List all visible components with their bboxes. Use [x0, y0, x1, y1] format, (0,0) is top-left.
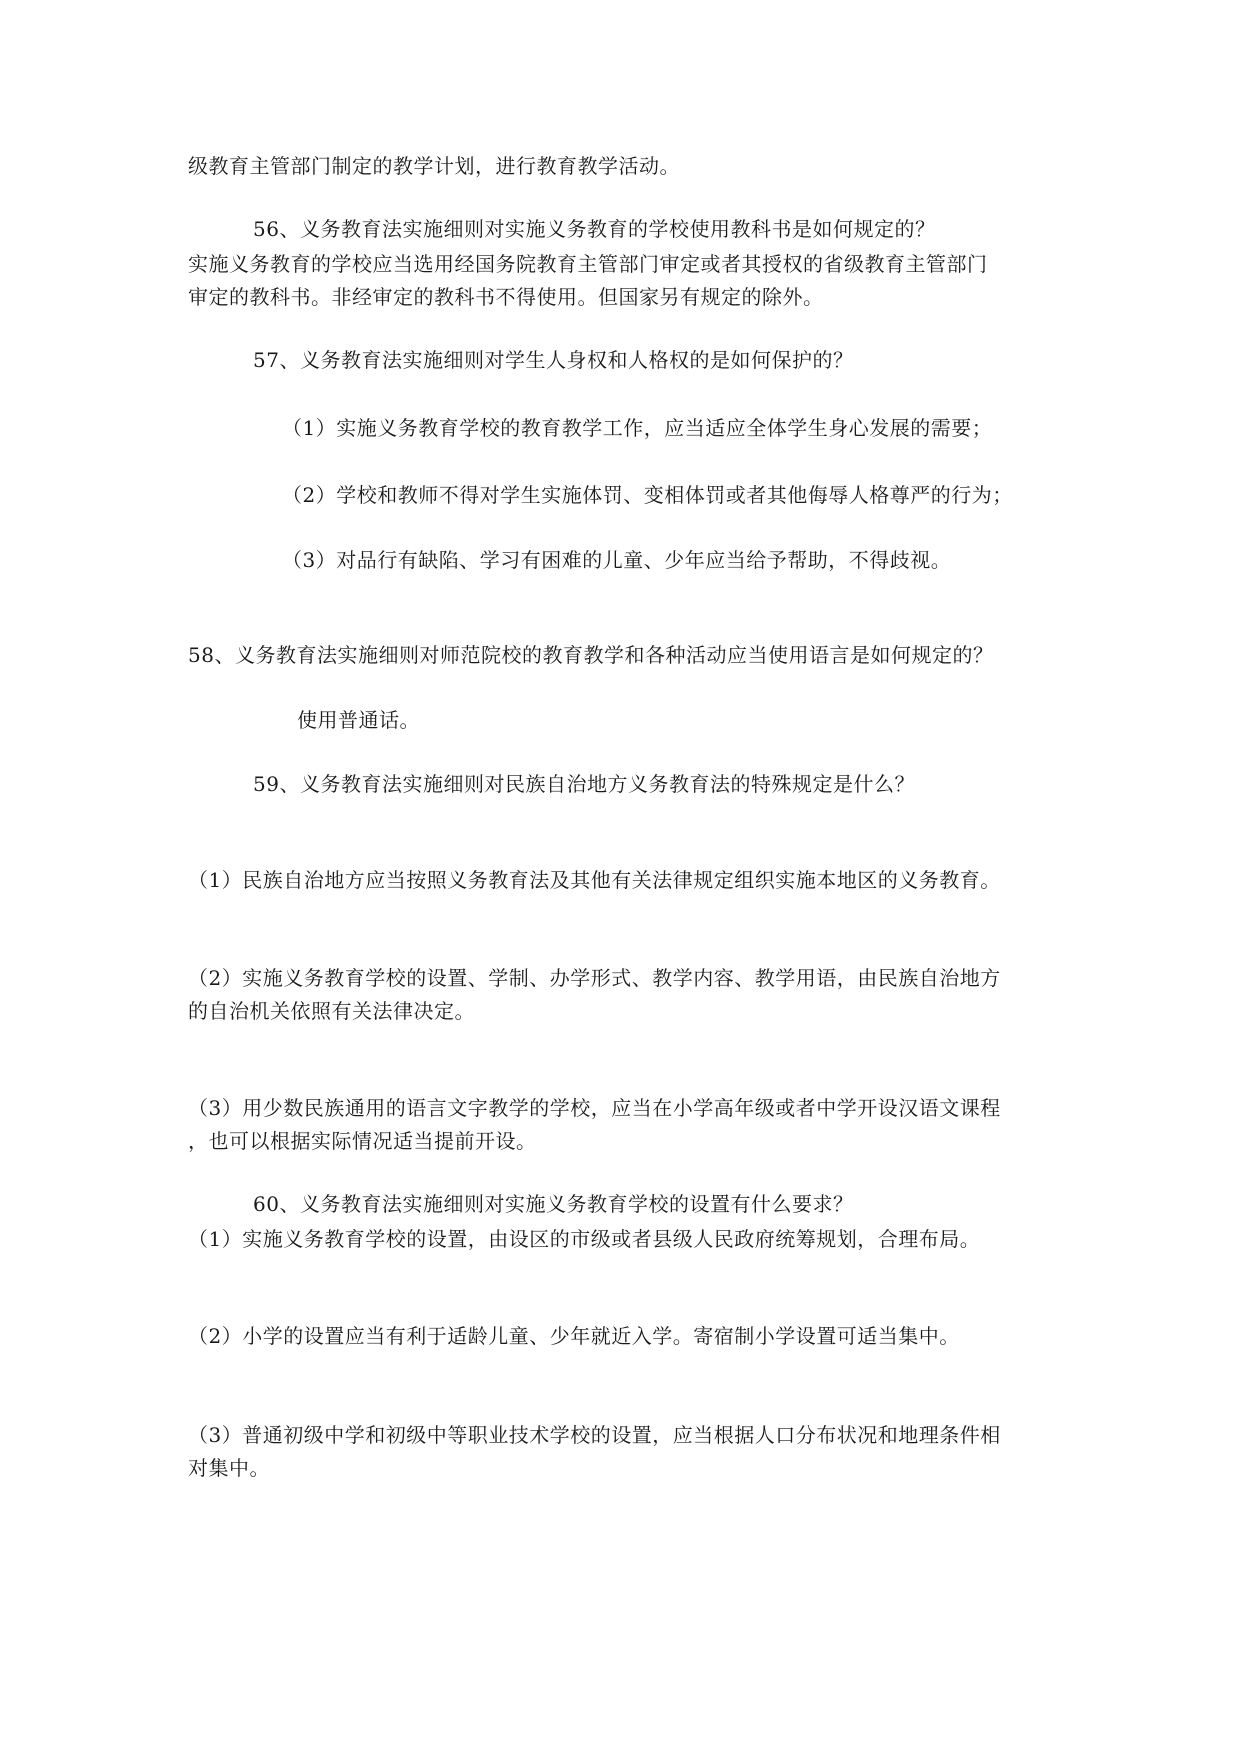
list-item: （2）实施义务教育学校的设置、学制、办学形式、教学内容、教学用语，由民族自治地方 [188, 966, 1001, 990]
list-item: （1）民族自治地方应当按照义务教育法及其他有关法律规定组织实施本地区的义务教育。 [188, 868, 1001, 892]
question-57-heading: 57、义务教育法实施细则对学生人身权和人格权的是如何保护的？ [253, 348, 854, 372]
paragraph-line: ，也可以根据实际情况适当提前开设。 [188, 1129, 537, 1153]
list-item: （3）对品行有缺陷、学习有困难的儿童、少年应当给予帮助，不得歧视。 [282, 548, 952, 572]
question-56-heading: 56、义务教育法实施细则对实施义务教育的学校使用教科书是如何规定的？ [253, 217, 936, 241]
answer-line: 使用普通话。 [297, 708, 420, 732]
paragraph-line: 级教育主管部门制定的教学计划，进行教育教学活动。 [188, 154, 680, 178]
paragraph-line: 实施义务教育的学校应当选用经国务院教育主管部门审定或者其授权的省级教育主管部门 [188, 252, 988, 276]
paragraph-line: 的自治机关依照有关法律决定。 [188, 999, 475, 1023]
list-item: （1）实施义务教育学校的设置，由设区的市级或者县级人民政府统筹规划，合理布局。 [188, 1227, 981, 1251]
list-item: （2）小学的设置应当有利于适龄儿童、少年就近入学。寄宿制小学设置可适当集中。 [188, 1324, 960, 1348]
list-item: （1）实施义务教育学校的教育教学工作，应当适应全体学生身心发展的需要； [282, 416, 993, 440]
paragraph-line: 对集中。 [188, 1456, 270, 1480]
question-60-heading: 60、义务教育法实施细则对实施义务教育学校的设置有什么要求？ [253, 1192, 854, 1216]
list-item: （2）学校和教师不得对学生实施体罚、变相体罚或者其他侮辱人格尊严的行为； [282, 483, 1013, 507]
list-item: （3）普通初级中学和初级中等职业技术学校的设置，应当根据人口分布状况和地理条件相 [188, 1423, 1001, 1447]
list-item: （3）用少数民族通用的语言文字教学的学校，应当在小学高年级或者中学开设汉语文课程 [188, 1096, 1001, 1120]
paragraph-line: 审定的教科书。非经审定的教科书不得使用。但国家另有规定的除外。 [188, 285, 824, 309]
question-58-heading: 58、义务教育法实施细则对师范院校的教育教学和各种活动应当使用语言是如何规定的？ [188, 643, 994, 667]
question-59-heading: 59、义务教育法实施细则对民族自治地方义务教育法的特殊规定是什么？ [253, 772, 915, 796]
